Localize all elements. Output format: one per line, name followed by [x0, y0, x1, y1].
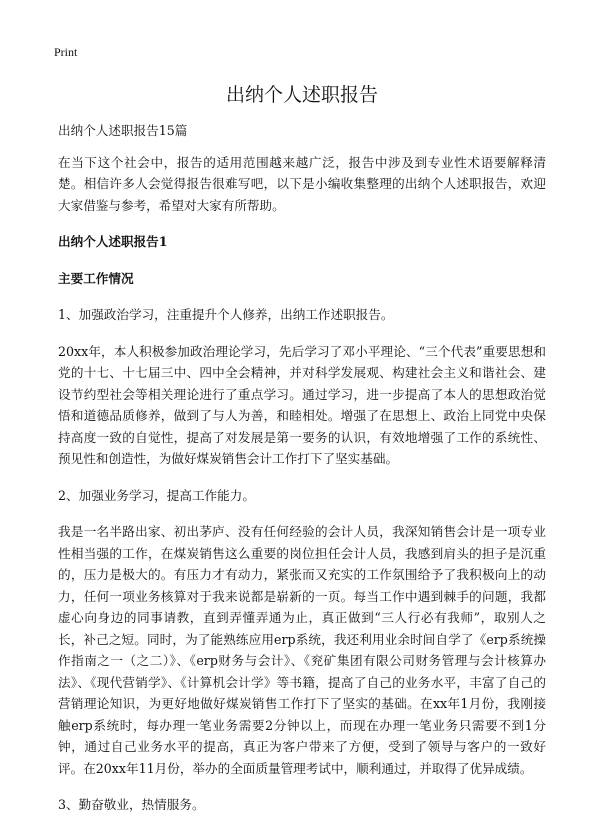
section-heading: 出纳个人述职报告1	[58, 234, 168, 249]
paragraph-business-study: 我是一名半路出家、初出茅庐、没有任何经验的会计人员，我深知销售会计是一项专业性相当强的工作，在煤炭销售这么重要的岗位担任会计人员，我感到肩头的担子是沉重的，压力是极大的。有压力才有动力，紧张而又充实的工作氛围给予了我积极向上的动力，任何一项业务核算对于我来说都是崭新的一页。每当工作中遇到棘手的问题，我都虚心向身边的同事请教，直到弄懂弄通为止，真正做到“三人行必有我师”，取别人之长，补己之短。同时，为了能熟练应用erp系统，我还利用业余时间自学了《erp系统操作指南之一（之二）》、《erp财务与会计》、《兖矿集团有限公司财务管理与会计核算办法》、《现代营销学》、《计算机会计学》等书籍，提高了自己的业务水平，丰富了自己的营销理论知识，为更好地做好煤炭销售工作打下了坚实的基础。在xx年1月份，我刚接触erp系统时，每办理一笔业务需要2分钟以上，而现在办理一笔业务只需要不到1分钟，通过自己业务水平的提高，真正为客户带来了方便，受到了领导与客户的一致好评。在20xx年11月份，举办的全面质量管理考试中，顺利通过，并取得了优异成绩。	[58, 524, 546, 776]
print-label: Print	[54, 45, 78, 59]
item-business-study: 2、加强业务学习，提高工作能力。	[58, 487, 255, 503]
item-diligence: 3、勤奋敬业，热情服务。	[58, 797, 205, 812]
intro-paragraph: 在当下这个社会中，报告的适用范围越来越广泛，报告中涉及到专业性术语要解释清楚。相信许多人会觉得报告很难写吧，以下是小编收集整理的出纳个人述职报告，欢迎大家借鉴与参考，希望对大家有所帮助。	[58, 154, 546, 213]
document-title: 出纳个人述职报告	[225, 84, 378, 106]
document-subtitle: 出纳个人述职报告15篇	[58, 123, 188, 138]
item-political-study: 1、加强政治学习，注重提升个人修养，出纳工作述职报告。	[58, 307, 394, 322]
subheading-main-work: 主要工作情况	[58, 270, 134, 286]
paragraph-political-study: 20xx年，本人积极参加政治理论学习，先后学习了邓小平理论、“三个代表”重要思想和党的十七、十七届三中、四中全会精神，并对科学发展观、构建社会主义和谐社会、建设节约型社会等相关理论进行了重点学习。通过学习，进一步提高了本人的思想政治觉悟和道德品质修养，做到了与人为善，和睦相处。增强了在思想上、政治上同党中央保持高度一致的自觉性，提高了对发展是第一要务的认识，有效地增强了工作的系统性、预见性和创造性，为做好煤炭销售会计工作打下了坚实基础。	[58, 343, 546, 466]
